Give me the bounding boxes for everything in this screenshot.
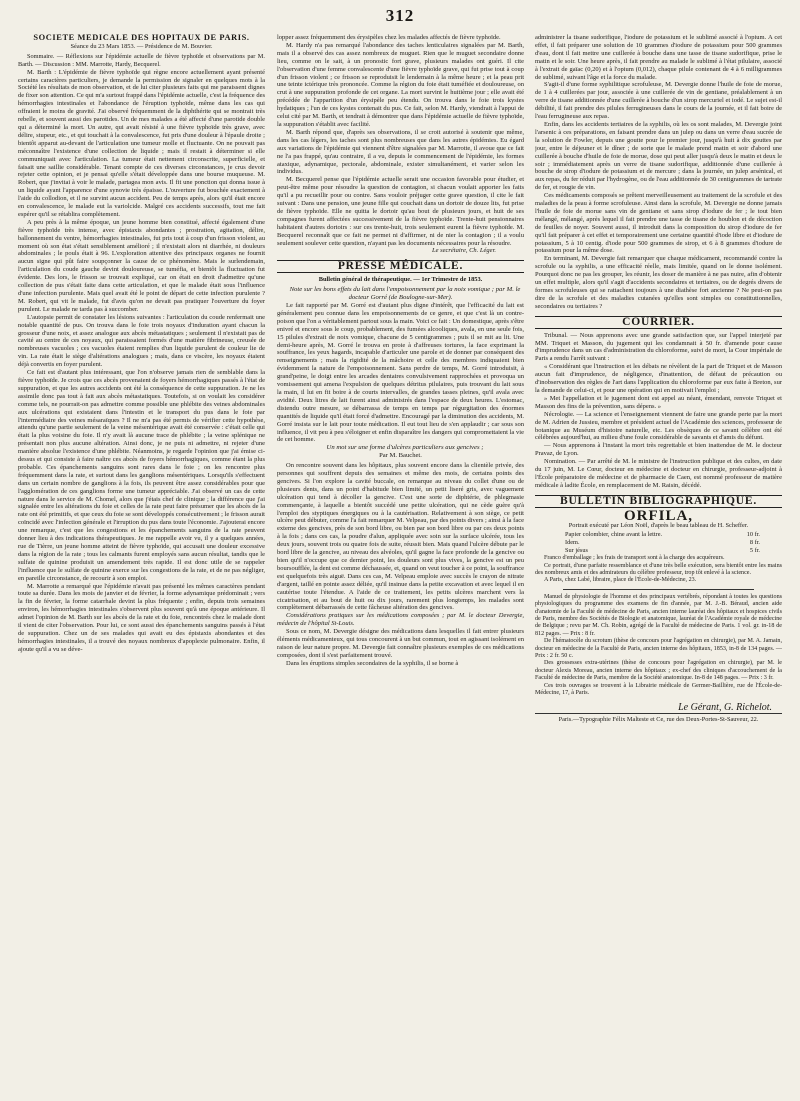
paragraph: Nomination. — Par arrêté de M. le ministre de l'instruction publique et des cultes, en date du 17 juin, M. Le Cœur, docteur en médecine et docteur en chirurgie, professeur-adjoint à l'École préparatoire de médecine et de pharmacie de Caen, est nommé professeur de matière médicale à ladite École, en remplacement de M. Raisin, décédé. <box>535 458 782 489</box>
note: Ce portrait, d'une parfaite ressemblance et d'une très belle exécution, sera bientôt entre les mains des nombreux amis et des admirateurs du célèbre professeur, trop tôt enlevé à la science. <box>535 562 782 576</box>
paragraph: A peu près à la même époque, un jeune homme bien constitué, affecté également d'une fièvre typhoïde très intense, avec épistaxis abondantes ; prostration, agitation, délire, ballonnement du ventre, hémorrhagies intestinales, fut pris tout à coup d'un frisson violent, au moment où son état s'était sensiblement amélioré ; il n'existait alors ni diarrhée, ni douleurs abdominales ; le pouls était à 96. L'exploration attentive des principaux organes ne fournit aucun signe qui pût faire soupçonner la cause de ce phénomène. Mais le surlendemain, l'articulation du coude gauche devint douloureuse, se tuméfia, et bientôt la fluctuation fut évidente. Des lors, le frisson se trouvait expliqué, car on était en droit d'admettre qu'une collection de pus s'était faite dans cette articulation, et que le malade était sous l'influence d'une infection purulente. Mais quel avait été le point de départ de cette infection purulente ? M. Robert, qui vit le malade, fut d'avis qu'on ne devait pas pratiquer l'ouverture du foyer purulent. Le malade ne tarda pas à succomber. <box>18 218 265 313</box>
note: Franco d'emballage ; les frais de transport sont à la charge des acquéreurs. <box>544 555 725 562</box>
paragraph: « Considérant que l'instruction et les débats ne révèlent de la part de Triquet et de Masson aucun fait d'imprudence, de négligence, d'inattention, de défaut de précaution ou d'inobservation des règles de l'art dans l'application du chloroforme par eux faite à Breton, sur la demande de celui-ci, et pour une opération qui en motivait l'emploi ; <box>535 363 782 394</box>
price-value: 5 fr. <box>749 547 760 555</box>
paragraph: — Nous apprenons à l'instant la mort très regrettable et bien inattendue de M. le docteur Pravaz, de Lyon. <box>535 442 782 458</box>
paragraph: Considérations pratiques sur les médications composées ; par M. le docteur Devergie, médecin de l'hôpital St-Louis. <box>277 612 524 628</box>
price-row <box>535 531 782 539</box>
paragraph: M. Becquerel pense que l'épidémie actuelle serait une occasion favorable pour étudier, et peut-être même pour résoudre la question de contagion, si chacun voulait apporter les faits qu'il a pu recueillir pour ou contre. Sans vouloir préjuger cette grave question, il cite le fait suivant : Dans une pension, une jeune fille qui couchait dans un dortoir de douze lits, fut prise de fièvre typhoïde. Elle ne quitta le dortoir qu'au bout de plusieurs jours, et huit de ses compagnes furent affectées successivement de la fièvre typhoïde. Trente-huit pensionnaires habitaient d'autres dortoirs : sur ces trente-huit, trois seulement eurent la fièvre typhoïde. M. Becquerel reconnaît que ce fait ne permet ni d'affirmer, ni de nier la contagion ; il a voulu seulement soulever cette question, n'ayant pas les documents nécessaires pour la résoudre. <box>277 176 524 247</box>
price-row <box>535 539 782 547</box>
paragraph: M. Barth répond que, d'après ses observations, il se croit autorisé à soutenir que même, dans les cas légers, les taches sont plus nombreuses que dans les autres épidémies. Eu égard aux variations de l'épidémie qui viennent d'être signalées par M. Marrotte, il avoue que ce fait ne l'a pas frappé, qu'au contraire, il a vu, depuis le commencement de l'épidémie, les formes ataxique, adynamique, pectorale, abdominale, exister simultanément, et varier selon les individus. <box>277 128 524 176</box>
paragraph: M. Hardy n'a pas remarqué l'abondance des taches lenticulaires signalées par M. Barth, mais il a observé des cas assez nombreux de muguet. Rien que le muguet secondaire donne lieu, comme on le sait, à un pronostic fort grave, plusieurs malades ont guéri. Il cite l'observation d'une femme convalescente d'une fièvre typhoïde grave, qui fut prise tout à coup d'un frisson violent ; ce frisson se reproduisit le lendemain à la même heure ; et la peau prit une teinte ictérique très prononcée. Comme la région du foie était tuméfiée et douloureuse, on crut à une suppuration profonde de cet organe. La mort survint le huitième jour ; elle avait été précédée de l'apparition d'un érysipèle peu étendu. On trouva dans le foie trois kystes hydatiques ; l'un de ces kystes contenait du pus. Ce fait, selon M. Hardy, viendrait à l'appui de celui cité par M. Barth, et tendrait à démontrer que dans l'épidémie actuelle de fièvre typhoïde, la suppuration s'établit avec facilité. <box>277 41 524 128</box>
paragraph: L'autopsie permit de constater les lésions suivantes : l'articulation du coude renfermait une notable quantité de pus. On trouva dans le foie trois noyaux d'induration ayant chacun la grosseur d'une noix, et assez analogue aux abcès métastatiques ; seulement il n'existait pas de cavité au centre de ces noyaux, qui paraissaient formés d'une matière fibrineuse, creusée de nombreuses vacuoles ; ces vacuoles étaient remplies d'un liquide purulent de couleur lie de vin. La rate était le siège d'altérations analogues ; mais, dans ce viscère, les noyaux étaient déjà convertis en foyer purulent. <box>18 313 265 369</box>
printer-line: Paris.—Typographie Félix Malteste et Ce, rue des Deux-Portes-St-Sauveur, 22. <box>535 713 782 724</box>
section-title-courrier: COURRIER. <box>535 316 782 329</box>
paragraph: Nécrologie. — La science et l'enseignement viennent de faire une grande perte par la mort de M. Adrien de Jussieu, membre et président actuel de l'Académie des sciences, professeur de botanique au Muséum d'histoire naturelle, etc. Les obsèques de ce savant célèbre ont été célébrées aujourd'hui, au milieu d'une foule considérable de savants et d'amis du défunt. <box>535 410 782 442</box>
paragraph: M. Marrotte a remarqué que l'épidémie n'avait pas présenté les mêmes caractères pendant toute sa durée. Dans les mois de janvier et de février, la forme adynamique prédominait ; vers la fin de février, la forme catarrhale devint la plus fréquente ; enfin, depuis trois semaines environ, les hémorrhagies intestinales s'observent plus souvent qu'à une époque antérieure. Il admet l'opinion de M. Barth sur les abcès de la rate et du foie, rencontrés chez le malade dont il vient de citer l'observation. Pour lui, ce sont aussi des épanchements sanguins passés à l'état de suppuration. Chez un de ses malades qui avait eu des épistaxis abondantes et des hémorrhagies intestinales, il a trouvé des noyaux nombreux d'apoplexie pulmonaire. Enfin, il ajoute qu'il a vu se déve- <box>18 582 265 653</box>
bibliography-entry: Des grossesses extra-utérines (thèse de concours pour l'agrégation en chirurgie), par M. le docteur Alexis Moreau, ancien interne des hôpitaux ; ex-chef des cliniques d'accouchement de la Faculté de médecine de Paris, membre de la Société anatomique. In-8 de 148 pages. — Prix : 3 fr. <box>535 660 782 682</box>
gerant-signature: Le Gérant, G. Richelot. <box>678 701 772 713</box>
column-3 <box>535 34 782 1094</box>
price-label: Idem. <box>565 539 580 547</box>
column-1 <box>18 34 265 1094</box>
divider <box>563 589 754 590</box>
paragraph: » Met l'appellation et le jugement dont est appel au néant, émendant, renvoie Triquet et Masson des fins de la prévention, sans dépens. » <box>535 394 782 410</box>
paragraph: Enfin, dans les accidents tertiaires de la syphilis, où les os sont malades, M. Devergie joint l'arsenic à ces préparations, en faisant prendre dans un julep ou dans un verre d'eau sucrée de la solution de Fowler, depuis une goutte pour le premier jour, jusqu'à huit à dix gouttes par jour, entre le déjeuner et le dîner ; de sorte que le malade prend matin et soir d'abord une cuillerée à bouche d'huile de foie de morue, dose qui peut aller jusqu'à deux le matin et deux le soir ; immédiatement après un verre de tisane sudorifique, additionnée d'une cuillerée à bouche de sirop d'iodure de potassium et de mercure ; dans la journée, un julep arsénical, et aux repas, du fer réduit par l'hydrogène, ou de l'eau additionnée de 30 centigrammes de tartrate de fer, et rougie de vin. <box>535 120 782 192</box>
session-line: Séance du 23 Mars 1853. — Présidence de M. Bouvier. <box>70 42 213 50</box>
paragraph: Tribunal. — Nous apprenons avec une grande satisfaction que, sur l'appel interjeté par MM. Triquet et Masson, du jugement qui les condamnait à 50 fr. d'amende pour cause d'imprudence dans un cas d'administration du chloroforme, suivi de mort, la Cour impériale de Paris a rendu l'arrêt suivant : <box>535 331 782 363</box>
paragraph: M. Barth : L'épidémie de fièvre typhoïde qui règne encore actuellement ayant présenté certains caractères particuliers, je demande la permission de signaler en quelques mots à la Société les résultats de mon observation, et de lui citer plusieurs faits qui me paraissent dignes de fixer son attention. Ce qui m'a surtout frappé dans l'épidémie actuelle, c'est la fréquence des hémorrhagies intestinales et l'abondance de l'éruption typhoïde, même dans les cas qui offraient le moins de gravité. J'ai observé fréquemment de la diphthérite qui se montrait très rebelle, et souvent aussi des parotides. Un de mes malades a été affecté d'une parotide double qui a déterminé la mort. Un autre, qui avait résisté à une fièvre typhoïde très grave, avec délire, stupeur, etc., et qui touchait à la convalescence, fut pris d'une douleur à l'épaule droite ; bientôt apparut au-devant de l'articulation une tumeur molle et fluctuante. On ne pouvait pas méconnaître l'existence d'une collection de liquide ; mais il restait à déterminer si elle communiquait avec l'articulation. La tumeur était nettement circonscrite, superficielle, et faisait une saillie considérable. Tenant compte de ces diverses circonstances, je crus devoir rejeter cette opinion, et je pensai qu'elle s'était développée dans une bourse muqueuse. M. Robert, que j'invitai à voir le malade, partagea mon avis. Il fit une ponction qui donna issue à un liquide ayant l'apparence d'une synovie très épaisse. L'ouverture fut bouchée exactement à l'aide du collodion, et il ne survint aucun accident. Peu de temps après, alors qu'il était encore en convalescence, le malade eut la variolcide. Malgré ces accidents successifs, tout me fait espérer qu'il se rétablira complètement. <box>18 68 265 218</box>
article-author: Par M. Bauchet. <box>379 452 422 460</box>
paragraph: S'agit-il d'une forme syphilitique scrofuleuse, M. Devergie donne l'huile de foie de morue, de 1 à 4 cuillerées par jour, associée à une cuillerée de vin de gentiane, préalablement à un verre de tisane additionnée d'une cuillerée à bouche d'un sirop mercuriel et iodé. Le sujet est-il débilité, il fait prendre des pilules ferrugineuses dans le cours de la journée, et il fait boire de l'eau ferrugineuse aux repas. <box>535 81 782 121</box>
column-2 <box>277 34 524 1094</box>
page-number: 312 <box>385 6 415 25</box>
bibliography-entry: Manuel de physiologie de l'homme et des principaux vertébrés, répondant à toutes les questions physiologiques du programme des examens de fin d'année, par M. J.-B. Béraud, ancien aide d'anatomie de la Faculté de médecine de Paris, ancien interne lauréat des hôpitaux et hospices civils de Paris, membre des Sociétés de Biologie et anatomique, lauréat de l'Académie royale de médecine de Belgique ; revu par M. Ch. Robin, agrégé de la Faculté de médecine de Paris. 1 vol. gr. in-18 de 812 pages. — Prix : 8 fr. <box>535 593 782 637</box>
paragraph: lopper assez fréquemment des érysipèles chez les malades affectés de fièvre typhoïde. <box>277 34 501 41</box>
article-title: Un mot sur une forme d'ulcères particuliers aux gencives ; <box>326 444 484 452</box>
price-value: 10 fr. <box>746 531 760 539</box>
price-value: 8 fr. <box>749 539 760 547</box>
paragraph: Ces médicaments composés se prêtent merveilleusement au traitement de la scrofule et des maladies de la peau à forme scrofuleuse. Ainsi dans la scrofule, M. Devergie ne donne jamais l'huile de foie de morue sans vin de gentiane et sans sirop d'iodure de fer ; le tout bien mélangé, mélangé, après lequel il fait prendre une tasse de tisane de houblon et de décoction de feuilles de noyer. Souvent aussi, il introduit dans la composition du sirop d'iodure de fer qu'il fait préparer à cet effet et temporairement une certaine quantité d'iode libre et d'iodure de potassium, 5 à 10 centig. d'iode pour 500 grammes de sirop, et 6 à 8 grammes d'iodure de potassium pour la même dose. <box>535 192 782 255</box>
orfila-heading: ORFILA, <box>623 507 694 524</box>
paragraph: Sous ce nom, M. Devergie désigne des médications dans lesquelles il fait entrer plusieurs éléments médicamenteux, qui tous concourent à un but commun, tout en agissant isolément en raison de leur nature propre. M. Devergie fait connaître plusieurs exemples de ces médications composées, dont il s'est parfaitement trouvé. <box>277 628 524 659</box>
price-label: Sur jésus <box>565 547 588 555</box>
paragraph: On rencontre souvent dans les hôpitaux, plus souvent encore dans la clientèle privée, des personnes qui souffrent depuis des semaines et même des mois, de certains points des gencives. Si l'on explore la cavité buccale, on remarque au niveau du collet d'une ou de plusieurs dents, dans un point d'habitude bien limité, un petit liseré gris, avec vaguement ulcération qui tend à décoller la gencive. C'est une sorte de diphtérie, de phlegmasie commençante, à laquelle a bientôt succédé une petite ulcération, qui ne cède guère qu'à l'emploi des styptiques énergiques ou à la cautérisation. Relativement à son siège, ce petit ulcère peut débuter, comme l'a fait remarquer M. Velpeau, par des points divers ; ainsi à la face externe des gencives, près de son bord libre, ou bien par son bord libre ou par ces deux points à la fois ; dans ces cas, la poudre d'alun, appliquée avec soin sur la surface ulcérée, tous les deux jours, souvent trois ou quatre fois de suite, réussit bien. Mais quand l'ulcère débute par le bord libre de la gencive, au niveau des alvéoles, qu'il gagne la face profonde de la gencive ou bien qu'il n'occupe que ce dernier point, les douleurs sont plus vives, la gencive est un peu boursoufflée, la dent est comme déchaussée, et, quand on veut toucher à ce point, la souffrance est quelquefois très aiguë. Dans ces cas, M. Velpeau emploie avec succès le crayon de nitrate d'argent, taillé en pointe assez déliée, qu'il insinue dans la petite excavation et avec lequel il en cautérise toute l'étendue. A l'aide de ce traitement, les petits ulcères marchent vers la cicatrisation, et au bout de huit ou dix jours, rarement plus longtemps, les malades sont complètement débarrassés de cette fâcheuse altération des gencives. <box>277 462 524 612</box>
paragraph: administrer la tisane sudorifique, l'iodure de potassium et le sublimé associé à l'opium. A cet effet, il fait préparer une solution de 10 grammes d'iodure de potassium pour 500 grammes d'eau, dont il fait mettre une cuillerée à bouche dans une tasse de tisane sudorifique, prise le matin et le soir. Une heure après, il fait prendre au malade le sublimé à l'état pilulaire, associé à l'extrait de gaïac (0,20) et à l'opium (0,012), chaque pilule contenant de 4 à 6 milligrammes de sublimé, suivant l'âge et la force du malade. <box>535 34 782 81</box>
bulletin-line: Bulletin général de thérapeutique. — 1er Trimestre de 1853. <box>318 276 483 284</box>
summary: Sommaire. — Réflexions sur l'épidémie actuelle de fièvre typhoïde et observations par M. Barth. — Discussion : MM. Marrotte, Hardy, Becquerel. <box>18 52 265 68</box>
bibliography-entry: Ces trois ouvrages se trouvent à la Librairie médicale de Germer-Baillière, rue de l'École-de-Médecine, 17, à Paris. <box>535 682 782 697</box>
bibliography-entry: De l'hématocèle du scrotum (thèse de concours pour l'agrégation en chirurgie), par M. A. Jamain, docteur en médecine de la Faculté de Paris, ancien interne des hôpitaux, 1853, in-8 de 134 pages. — Prix : 2 fr. 50 c. <box>535 638 782 660</box>
price-row <box>535 547 782 555</box>
secretary-signature: Le secrétaire, Ch. Léger. <box>431 247 496 255</box>
orfila-description: Portrait exécuté par Léon Noël, d'après le beau tableau de H. Scheffer. <box>568 521 749 529</box>
society-title: SOCIÉTÉ MÉDICALE DES HOPITAUX DE PARIS. <box>33 34 250 42</box>
section-title-bulletin: BULLETIN BIBLIOGRAPHIQUE. <box>535 495 782 508</box>
paragraph: En terminant, M. Devergie fait remarquer que chaque médicament, recommandé contre la scrofule ou la syphilis, a une efficacité réelle, mais limitée, quand on le donne isolément. Pourquoi donc ne pas les grouper, les réunir, les doser de manière à ne pas nuire, afin d'obtenir un effet multiple, alors qu'il s'agit d'accidents secondaires et tertiaires, ou de degrés divers de formes scrofuleuses qui se rattachent toujours à une diathèse fort ancienne ? Ne peut-on pas dire de la scrofule et des maladies cutanées qu'elles sont simples ou constitutionnelles, secondaires ou tertiaires ? <box>535 255 782 310</box>
note: A Paris, chez Labé, libraire, place de l'École-de-Médecine, 23. <box>544 577 697 584</box>
section-title-presse: PRESSE MÉDICALE. <box>277 260 524 273</box>
article-title: Note sur les bons effets du lait dans l'empoisonnement par la noix vomique ; par M. le docteur Gorré (de Boulogne-sur-Mer). <box>289 286 521 302</box>
price-label: Papier colombier, chine avant la lettre. <box>565 531 663 539</box>
paragraph: Le fait rapporté par M. Gorré est d'autant plus digne d'intérêt, que l'efficacité du lait est généralement peu connue dans les empoisonnements de ce genre, et que c'est là un contre-poison que l'on a véritablement partout sous la main. Voici ce fait : Un domestique, après s'être enivré et encore sous le coup, probablement, des fumées alcooliques, avala, en une seule fois, 15 pilules d'extrait de noix vomique, chacune de 5 centigrammes ; puis il se mit au lit. Une demi-heure après, M. Gorré le trouva en proie à d'affreuses tortures, la face exprimant la souffrance, les yeux hagards, incapable d'articuler une parole et de donner par conséquent des renseignements ; mais la rigidité de la mâchoire et celle des membres indiquaient bien évidemment la nature de l'empoisonnement. Sans perdre de temps, M. Gorré introduisit, à grand'peine, le doigt entre les arcades dentaires convulsivement rapprochées et provoqua un vomissement qui amena l'expulsion de quelques détritus pilulaires, puis trouvant du lait sous la main, il lui en fit boire à de courts intervalles, de grandes tasses pleines, qu'il avala avec avidité. Deux litres de lait furent ainsi administrés dans l'espace de deux heures. L'estomac, distendu outre mesure, se débarrassa de temps en temps par régurgitation des énormes quantités de liquide qu'il était forcé d'admettre. Encouragé par la diminution des accidents, M. Gorré insista sur le lait pour toute médication. Il eut tout lieu de s'en applaudir ; car sous son influence, il vit peu à peu s'éloigner et enfin disparaître les dangers qui compromettaient la vie de cet homme. <box>277 302 524 444</box>
paragraph: Dans les éruptions simples secondaires de la syphilis, il se borne à <box>286 659 459 667</box>
paragraph: Ce fait est d'autant plus intéressant, que l'on n'observe jamais rien de semblable dans la fièvre typhoïde. Je crois que ces abcès provenaient de foyers hémorrhagiques passés à l'état de suppuration, et que les autres accidents ont été la conséquence de cette suppuration. Je ne les assimile donc pas tout à fait aux abcès métastatiques. Toutefois, si on voulait les considérer comme tels, ne pourrait-on pas admettre comme possible une phlébite des veines abdominales aux ulcérations qui existaient dans l'intestin et le transport du pus dans le foie par l'intermédiaire des veines mésaraïques ? Il ne m'a pas été permis de vérifier cette hypothèse, attendu qu'une partie seulement de la veine mésentérique avait été conservée : c'était celle qui était la plus voisine du foie. Il n'y avait là aucune trace de phlébite ; la veine splénique ne présentait non plus aucune altération. Ainsi donc, je ne puis ni admettre, ni rejeter d'une manière absolue l'existence d'une phlébite. Néanmoins, je regarde l'opinion que j'ai émise ci-dessus et qui consiste à faire naître ces abcès de foyers hémorrhagiques, comme étant la plus probable. Ces épanchements sanguins sont rares dans le foie ; on les rencontre plus fréquemment dans la rate, et surtout dans les ganglions mésentériques. Lorsqu'ils s'effectuent dans un certain nombre de ganglions à la fois, ils peuvent être assez considérables pour que l'agglomération de ces ganglions forme une tumeur appréciable. J'ai observé un cas de cette nature dans le service de M. Chomel, alors que j'étais chef de clinique ; la différence que j'ai signalée entre les altérations du foie et celles de la rate peut faire présumer que les abcès de la rate ont été primitifs, et que ceux du foie se sont développés consécutivement ; le frisson aurait coïncidé avec l'infection générale et l'irruption du pus dans toute l'économie. J'ajouterai encore une remarque, c'est que les congestions et les épanchements sanguins de la rate peuvent donner lieu à des indications thérapeutiques. Je me rappelle avoir vu, il y a quelques années, rue de Tièrre, un jeune homme atteint de fièvre typhoïde, qui accusait une douleur excessive dans la région de la rate ; tous les calmants furent employés sans aucun résultat, tandis que le sulfate de quinine produisit un amendement très rapide. Il est donc utile de se rappeler l'influence que le sulfate de quinine exerce sur les congestions de la rate, et de ne pas négliger, en pareille circonstance, de recourir à son emploi. <box>18 369 265 582</box>
